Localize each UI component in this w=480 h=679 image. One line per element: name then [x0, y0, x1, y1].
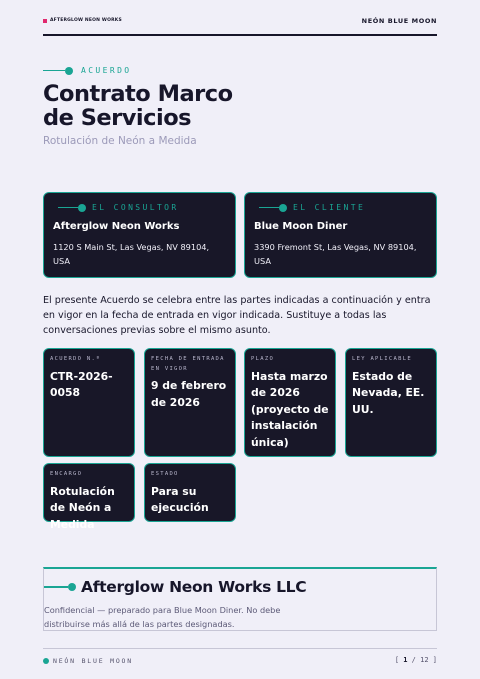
company-name: Afterglow Neon Works LLC [81, 578, 307, 596]
page-number: [ 1 / 12 ] [394, 656, 437, 664]
party-address: 3390 Fremont St, Las Vegas, NV 89104, USA [254, 242, 417, 266]
term-tile-effective-date [144, 348, 236, 457]
brand-name: AFTERGLOW NEON WORKS [50, 18, 122, 23]
term-label: FECHA DE ENTRADA EN VIGOR [151, 356, 225, 372]
title-line-1: Contrato Marco [43, 81, 233, 107]
line-dot-icon [58, 204, 86, 212]
term-tile-agreement-number [43, 348, 135, 457]
line-dot-icon [44, 583, 76, 591]
company-card [43, 567, 437, 631]
term-value: Hasta marzo de 2026 (proyecto de instalación única) [251, 369, 329, 449]
page-header [43, 16, 437, 36]
term-label: LEY APLICABLE [352, 356, 412, 362]
page-total: 12 [420, 656, 429, 664]
term-value: 9 de febrero de 2026 [151, 379, 227, 409]
footer-label: NEÓN BLUE MOON [53, 657, 133, 665]
line-dot-icon [43, 67, 73, 75]
term-label: ESTADO [151, 471, 179, 477]
party-name: Afterglow Neon Works [53, 221, 180, 232]
footer-brand [43, 657, 133, 665]
party-header [259, 203, 427, 212]
term-value: CTR-2026-0058 [50, 369, 113, 399]
eyebrow-label: ACUERDO [81, 66, 132, 75]
intro-paragraph: El presente Acuerdo se celebra entre las partes indicadas a continuación y entra en vigor en la fecha de entrada en vigor indicada. Sustituye a todas las conversaciones previas sobre el mismo asunto. [43, 295, 431, 337]
term-value: Para su ejecución [151, 484, 209, 514]
term-value: Rotulación de Neón a Medida [50, 484, 115, 531]
eyebrow [43, 66, 132, 75]
brand [43, 18, 122, 23]
title-line-2: de Servicios [43, 105, 192, 131]
term-value: Estado de Nevada, EE. UU. [352, 369, 425, 416]
brand-square-icon [43, 19, 47, 23]
page-footer [43, 648, 437, 672]
term-label: ACUERDO N.º [50, 356, 101, 362]
dot-icon [43, 658, 49, 664]
confidential-note: Confidencial — preparado para Blue Moon Diner. No debe distribuirse más allá de las partes designadas. [44, 605, 281, 629]
term-label: PLAZO [251, 356, 275, 362]
party-label: EL CONSULTOR [92, 203, 179, 212]
page-current: 1 [403, 656, 408, 664]
party-address: 1120 S Main St, Las Vegas, NV 89104, USA [53, 242, 210, 266]
term-tile-engagement [43, 463, 135, 531]
party-header [58, 203, 226, 212]
consultant-card [43, 192, 236, 278]
term-label: ENCARGO [50, 471, 83, 477]
header-client: NEÓN BLUE MOON [361, 17, 437, 25]
line-dot-icon [259, 204, 287, 212]
term-tile-governing-law [345, 348, 437, 457]
page-subtitle: Rotulación de Neón a Medida [43, 135, 197, 147]
client-card [244, 192, 437, 278]
term-tile-term [244, 348, 336, 457]
company-header [44, 578, 306, 596]
party-label: EL CLIENTE [293, 203, 366, 212]
term-tile-status [144, 463, 236, 522]
page-title [43, 82, 343, 130]
party-name: Blue Moon Diner [254, 221, 348, 232]
